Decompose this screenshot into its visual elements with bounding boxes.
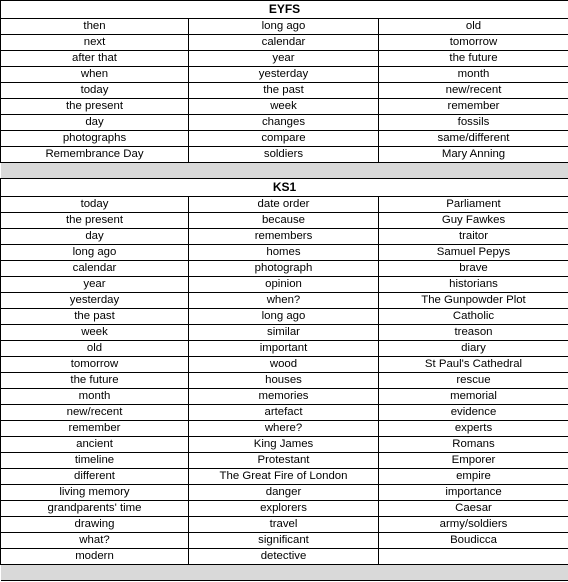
vocabulary-cell: old [1, 341, 189, 357]
vocabulary-cell: significant [189, 533, 379, 549]
vocabulary-cell: remember [1, 421, 189, 437]
vocabulary-cell: Caesar [379, 501, 568, 517]
table-row [1, 405, 568, 421]
vocabulary-cell: the future [379, 51, 568, 67]
vocabulary-cell: artefact [189, 405, 379, 421]
table-row [1, 99, 568, 115]
vocabulary-cell: Guy Fawkes [379, 213, 568, 229]
vocabulary-cell: month [1, 389, 189, 405]
vocabulary-cell: compare [189, 131, 379, 147]
vocabulary-cell: empire [379, 469, 568, 485]
table-row [1, 533, 568, 549]
table-row [1, 277, 568, 293]
vocabulary-cell: diary [379, 341, 568, 357]
table-row [1, 83, 568, 99]
vocabulary-cell: wood [189, 357, 379, 373]
vocabulary-cell: Parliament [379, 197, 568, 213]
vocabulary-cell: Samuel Pepys [379, 245, 568, 261]
vocabulary-cell: Catholic [379, 309, 568, 325]
table-row [1, 517, 568, 533]
vocabulary-cell: tomorrow [379, 35, 568, 51]
vocabulary-cell: what? [1, 533, 189, 549]
vocabulary-cell: week [189, 99, 379, 115]
vocabulary-cell: rescue [379, 373, 568, 389]
vocabulary-cell: timeline [1, 453, 189, 469]
vocabulary-cell: date order [189, 197, 379, 213]
vocabulary-cell: memorial [379, 389, 568, 405]
vocabulary-cell: new/recent [379, 83, 568, 99]
vocabulary-cell: remembers [189, 229, 379, 245]
vocabulary-cell: the present [1, 99, 189, 115]
vocabulary-cell: The Great Fire of London [189, 469, 379, 485]
vocabulary-cell: after that [1, 51, 189, 67]
table-row [1, 19, 568, 35]
vocabulary-cell: danger [189, 485, 379, 501]
table-row [1, 437, 568, 453]
vocabulary-cell: Emporer [379, 453, 568, 469]
vocabulary-cell: ancient [1, 437, 189, 453]
table-row [1, 293, 568, 309]
table-row [1, 389, 568, 405]
table-row [1, 67, 568, 83]
table-row [1, 325, 568, 341]
table-row [1, 453, 568, 469]
vocabulary-cell: St Paul's Cathedral [379, 357, 568, 373]
vocabulary-cell: next [1, 35, 189, 51]
vocabulary-cell: similar [189, 325, 379, 341]
table-row [1, 115, 568, 131]
vocabulary-cell: treason [379, 325, 568, 341]
vocabulary-cell: week [1, 325, 189, 341]
vocabulary-cell: because [189, 213, 379, 229]
vocabulary-cell: brave [379, 261, 568, 277]
table-row [1, 197, 568, 213]
section-title: EYFS [1, 1, 568, 19]
vocabulary-cell: The Gunpowder Plot [379, 293, 568, 309]
vocabulary-table-body [1, 1, 568, 581]
vocabulary-cell [379, 549, 568, 565]
table-row [1, 35, 568, 51]
vocabulary-cell: when? [189, 293, 379, 309]
table-row [1, 341, 568, 357]
vocabulary-cell: calendar [189, 35, 379, 51]
vocabulary-cell: calendar [1, 261, 189, 277]
vocabulary-cell: yesterday [189, 67, 379, 83]
vocabulary-cell: Protestant [189, 453, 379, 469]
vocabulary-cell: then [1, 19, 189, 35]
vocabulary-cell: soldiers [189, 147, 379, 163]
vocabulary-cell: importance [379, 485, 568, 501]
vocabulary-cell: photograph [189, 261, 379, 277]
vocabulary-cell: photographs [1, 131, 189, 147]
vocabulary-cell: different [1, 469, 189, 485]
vocabulary-cell: where? [189, 421, 379, 437]
vocabulary-cell: travel [189, 517, 379, 533]
vocabulary-cell: King James [189, 437, 379, 453]
vocabulary-cell: important [189, 341, 379, 357]
section-separator [1, 565, 568, 581]
table-row [1, 501, 568, 517]
table-row [1, 373, 568, 389]
vocabulary-cell: drawing [1, 517, 189, 533]
vocabulary-cell: living memory [1, 485, 189, 501]
vocabulary-cell: the future [1, 373, 189, 389]
table-row [1, 549, 568, 565]
vocabulary-cell: Romans [379, 437, 568, 453]
vocabulary-cell: the past [1, 309, 189, 325]
section-separator [1, 163, 568, 179]
vocabulary-cell: historians [379, 277, 568, 293]
vocabulary-cell: tomorrow [1, 357, 189, 373]
table-row [1, 485, 568, 501]
vocabulary-cell: Boudicca [379, 533, 568, 549]
vocabulary-cell: army/soldiers [379, 517, 568, 533]
table-row [1, 245, 568, 261]
table-row [1, 261, 568, 277]
table-row [1, 421, 568, 437]
vocabulary-cell: day [1, 115, 189, 131]
vocabulary-cell: today [1, 197, 189, 213]
vocabulary-cell: new/recent [1, 405, 189, 421]
vocabulary-cell: evidence [379, 405, 568, 421]
vocabulary-cell: long ago [1, 245, 189, 261]
vocabulary-cell: changes [189, 115, 379, 131]
section-heading-row [1, 1, 568, 19]
separator-band [1, 163, 568, 179]
table-row [1, 357, 568, 373]
vocabulary-cell: when [1, 67, 189, 83]
table-row [1, 147, 568, 163]
vocabulary-cell: Mary Anning [379, 147, 568, 163]
vocabulary-cell: year [1, 277, 189, 293]
vocabulary-cell: experts [379, 421, 568, 437]
vocabulary-cell: Remembrance Day [1, 147, 189, 163]
vocabulary-cell: the past [189, 83, 379, 99]
vocabulary-cell: opinion [189, 277, 379, 293]
vocabulary-cell: fossils [379, 115, 568, 131]
separator-band [1, 565, 568, 581]
table-row [1, 213, 568, 229]
vocabulary-cell: yesterday [1, 293, 189, 309]
vocabulary-cell: old [379, 19, 568, 35]
vocabulary-cell: grandparents' time [1, 501, 189, 517]
vocabulary-cell: memories [189, 389, 379, 405]
vocabulary-cell: explorers [189, 501, 379, 517]
vocabulary-cell: homes [189, 245, 379, 261]
vocabulary-cell: long ago [189, 19, 379, 35]
vocabulary-cell: day [1, 229, 189, 245]
vocabulary-cell: modern [1, 549, 189, 565]
vocabulary-cell: same/different [379, 131, 568, 147]
table-row [1, 131, 568, 147]
section-title: KS1 [1, 179, 568, 197]
vocabulary-cell: houses [189, 373, 379, 389]
vocabulary-cell: year [189, 51, 379, 67]
vocabulary-cell: today [1, 83, 189, 99]
vocabulary-cell: month [379, 67, 568, 83]
vocabulary-cell: remember [379, 99, 568, 115]
table-row [1, 469, 568, 485]
vocabulary-cell: detective [189, 549, 379, 565]
table-row [1, 51, 568, 67]
table-row [1, 229, 568, 245]
vocabulary-cell: the present [1, 213, 189, 229]
vocabulary-cell: traitor [379, 229, 568, 245]
table-row [1, 309, 568, 325]
vocabulary-cell: long ago [189, 309, 379, 325]
section-heading-row [1, 179, 568, 197]
